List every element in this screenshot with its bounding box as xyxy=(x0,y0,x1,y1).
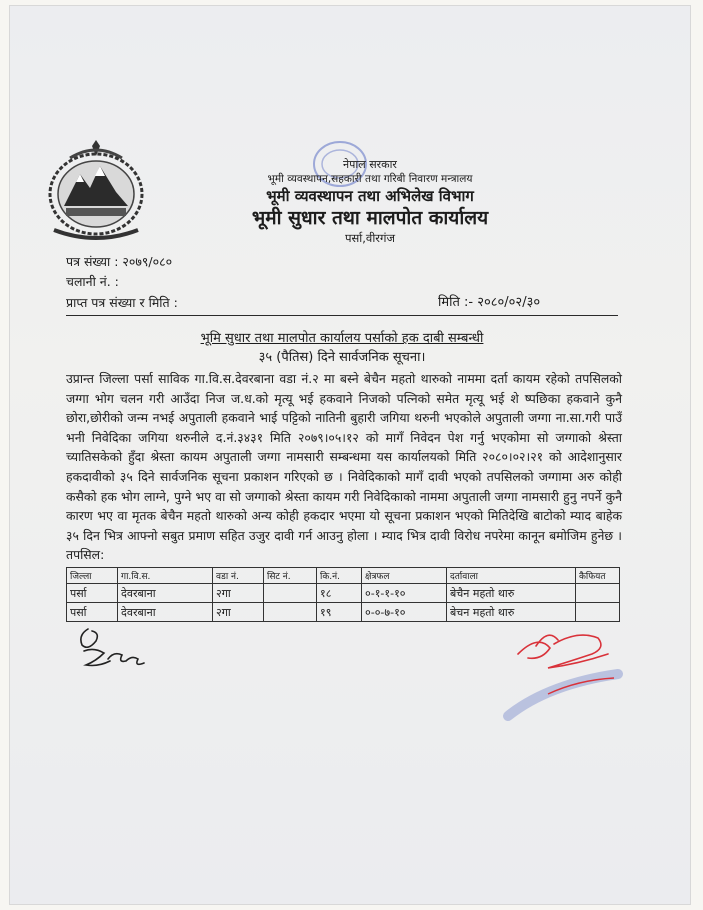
col-registrant: दर्तावाला xyxy=(447,568,576,584)
table-header-row xyxy=(67,568,620,584)
cell-ward: २गा xyxy=(213,584,264,603)
ministry-name: भूमी व्यवस्थापन,सहकारी तथा गरिबी निवारण मन्त्रालय xyxy=(267,173,473,185)
cell-plot: १८ xyxy=(317,584,362,603)
official-signature-stamp-icon xyxy=(488,624,638,734)
land-details-table xyxy=(66,567,620,622)
cell-sheet xyxy=(264,584,317,603)
office-location: पर्सा,वीरगंज xyxy=(344,231,396,245)
cell-district: पर्सा xyxy=(67,584,118,603)
received-letter-info: प्राप्त पत्र संख्या र मिति : xyxy=(66,295,178,310)
col-vdc: गा.वि.स. xyxy=(118,568,213,584)
office-name: भूमी सुधार तथा मालपोत कार्यालय xyxy=(251,207,489,229)
col-remarks: कैफियत xyxy=(576,568,620,584)
government-name: नेपाल सरकार xyxy=(343,158,397,171)
table-row xyxy=(67,603,620,622)
col-ward: वडा नं. xyxy=(213,568,264,584)
cell-district: पर्सा xyxy=(67,603,118,622)
handwritten-signature-icon xyxy=(74,621,154,676)
notice-title-line1: भूमि सुधार तथा मालपोत कार्यालय पर्साको हक दाबी सम्बन्धी xyxy=(200,331,484,346)
cell-ward: २गा xyxy=(213,603,264,622)
col-area: क्षेत्रफल xyxy=(362,568,447,584)
cell-vdc: देवरबाना xyxy=(118,603,213,622)
cell-area: ०-०-७-१० xyxy=(362,603,447,622)
cell-remarks xyxy=(576,584,620,603)
cell-registrant: बेचैन महतो थारु xyxy=(447,584,576,603)
letter-date: मिति :- २०८०/०२/३० xyxy=(438,295,541,310)
table-row xyxy=(67,584,620,603)
col-plot: कि.नं. xyxy=(317,568,362,584)
cell-registrant: बेचन महतो थारु xyxy=(447,603,576,622)
col-sheet: सिट नं. xyxy=(264,568,317,584)
cell-vdc: देवरबाना xyxy=(118,584,213,603)
department-name: भूमी व्यवस्थापन तथा अभिलेख विभाग xyxy=(266,187,474,205)
nepal-government-emblem-icon xyxy=(40,136,152,244)
dispatch-number: चलानी नं. : xyxy=(66,274,119,289)
letter-number: पत्र संख्या : २०७९/०८० xyxy=(66,254,173,269)
letterhead xyxy=(160,158,580,246)
notice-body: उप्रान्त जिल्ला पर्सा साविक गा.वि.स.देवरबाना वडा नं.२ मा बस्ने बेचैन महतो थारुको नाममा दर्ता कायम रहेको तपसिलको जग्गा भोग चलन गरी आउँदा निज ज.ध.को मृत्यू भई हकवाने निजको पत्निको समेत मृत्यू भई शे ष्पछिका हकवाने कुनै छोरा,छोरीको जन्म नभई अपुताली हकवाने भाई पट्टिको नातिनी बुहारी जगिया थरुनी भएकोले अपुताली जग्गा ना.सा.गरी पाउँ भनी निवेदिका जगिया थरुनीले द.नं.३४३१ मिति २०७९।०५।१२ को मागँ निवेदन पेश गर्नु भएकोमा सो जग्गाको श्रेस्ता च्यातिसकेको हुँदा श्रेस्ता कायम अपुताली जग्गा नामसारी सम्बन्धमा यस कार्यालयको मिति २०८०।०२।२१ को आदेशानुसार हकदावीको ३५ दिने सार्वजनिक सूचना प्रकाशन गरिएको छ । निवेदिकाको मागँ दावी भएको तपसिलको जग्गामा अरु कोही कसैको हक भोग लाग्ने, पुग्ने भए वा सो जग्गाको श्रेस्ता कायम गरी निवेदिकाको नाममा अपुताली जग्गा नामसारी हुनु नपर्ने कुनै कारण भए वा मृतक बेचैन महतो थारुको अन्य कोही हकदार भएमा यो सूचना प्रकाशन भएको मितिदेखि बाटोको म्याद बाहेक ३५ दिन भित्र आफ्नो सबुत प्रमाण सहित उजुर दावी गर्न आउनु होला । म्याद भित्र दावी विरोध नपरेमा कानून बमोजिम हुनेछ । तपसिल: xyxy=(66,371,622,563)
document-page xyxy=(10,6,690,904)
cell-sheet xyxy=(264,603,317,622)
header-divider xyxy=(66,315,618,316)
col-district: जिल्ला xyxy=(67,568,118,584)
cell-area: ०-१-१-१० xyxy=(362,584,447,603)
notice-title-line2: ३५ (पैतिस) दिने सार्वजनिक सूचना। xyxy=(258,350,426,365)
cell-remarks xyxy=(576,603,620,622)
cell-plot: १९ xyxy=(317,603,362,622)
